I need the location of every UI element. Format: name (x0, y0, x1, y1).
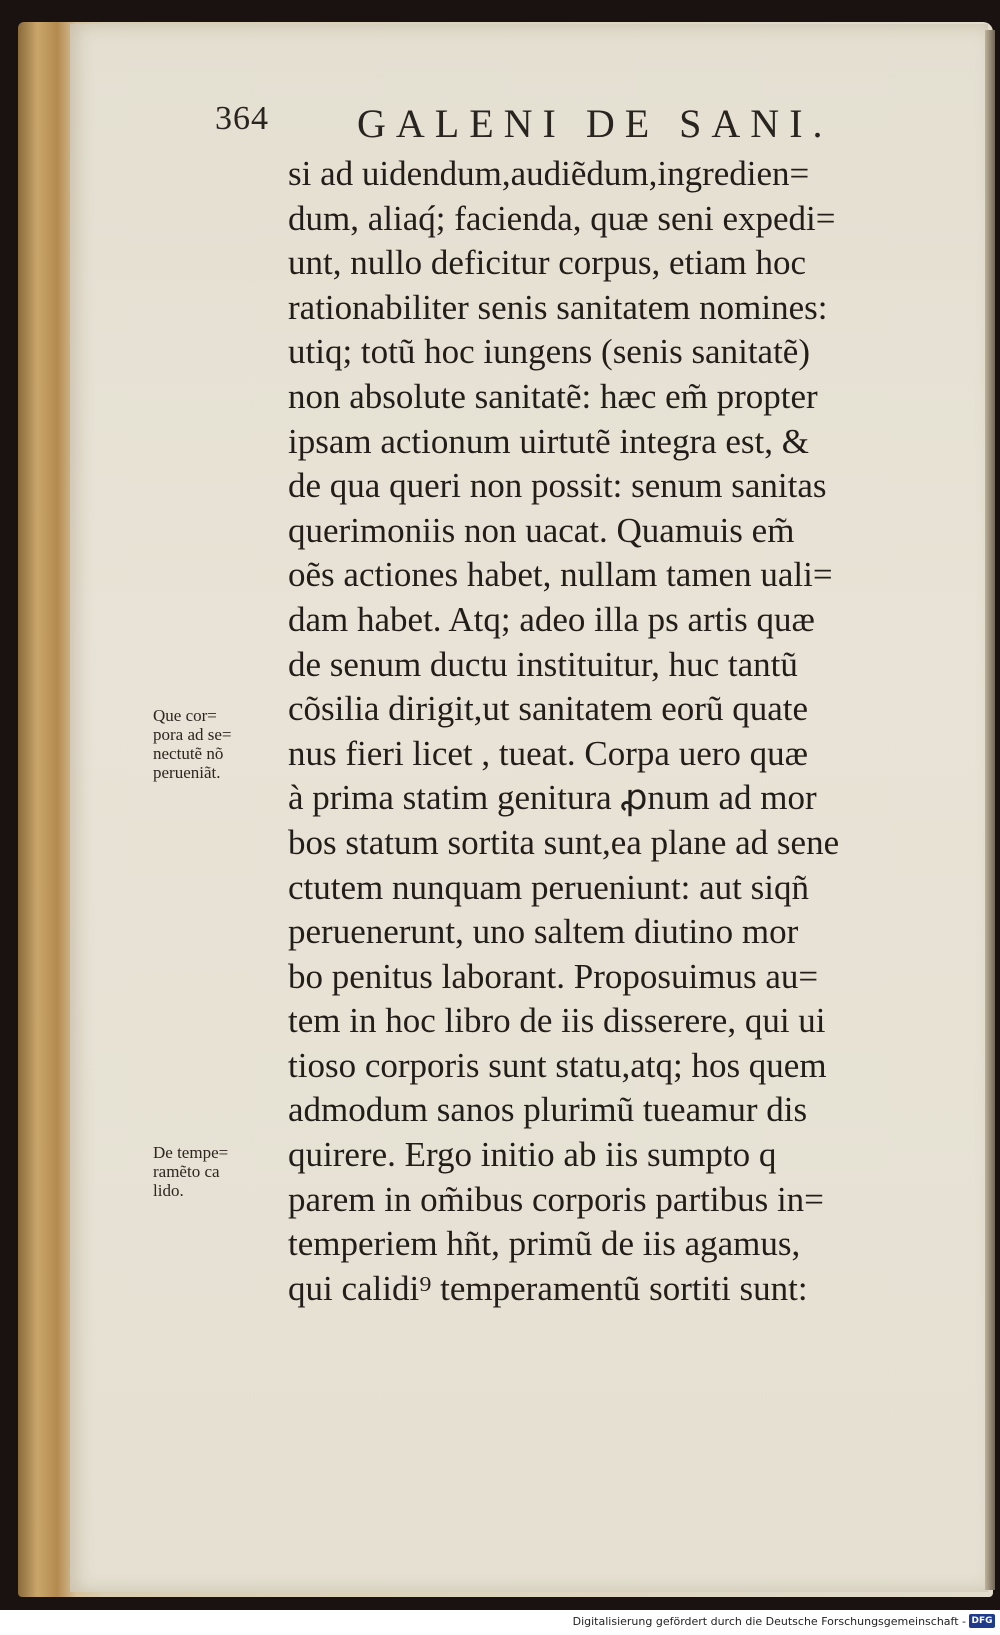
text-line: oẽs actiones habet, nullam tamen uali= (288, 555, 833, 595)
page-right-edge (985, 30, 995, 1590)
text-line: nus fieri licet , tueat. Corpa uero quæ (288, 733, 808, 773)
text-line: quirere. Ergo initio ab iis sumpto q (288, 1135, 777, 1175)
text-line: utiq; totũ hoc iungens (senis sanitatẽ) (288, 332, 810, 372)
text-line: querimoniis non uacat. Quamuis em̃ (288, 510, 795, 550)
text-line: tioso corporis sunt statu,atq; hos quem (288, 1045, 827, 1085)
note-line: perueniãt. (153, 763, 221, 782)
text-line: rationabiliter senis sanitatem nomines: (288, 287, 828, 327)
text-line: si ad uidendum,audiẽdum,ingredien= (288, 154, 810, 193)
text-line: dam habet. Atq; adeo illa ps artis quæ (288, 599, 815, 639)
funding-credit: Digitalisierung gefördert durch die Deutsche Forschungsgemeinschaft - (572, 1615, 966, 1628)
text-line: ipsam actionum uirtutẽ integra est, & (288, 421, 809, 461)
page-number: 364 (215, 100, 269, 137)
running-head: GALENI DE SANI. (357, 101, 833, 146)
text-line: parem in om̃ibus corporis partibus in= (288, 1179, 824, 1219)
note-line: pora ad se= (153, 725, 232, 744)
text-line: dum, aliaq́; facienda, quæ seni expedi= (288, 198, 836, 238)
text-line: tem in hoc libro de iis disserere, qui ui (288, 1001, 826, 1041)
text-line: de qua queri non possit: senum sanitas (288, 466, 827, 506)
footer-bar (0, 1610, 1000, 1635)
note-line: lido. (153, 1181, 184, 1200)
text-line: non absolute sanitatẽ: hæc em̃ propter (288, 376, 818, 416)
main-text-block (288, 152, 938, 1311)
note-line: De tempe= (153, 1143, 229, 1162)
text-line: à prima statim genitura ꝓnum ad mor (288, 778, 817, 818)
note-line: ramẽto ca (153, 1162, 220, 1181)
note-line: Que cor= (153, 706, 217, 725)
text-line: peruenerunt, uno saltem diutino mor (288, 912, 799, 952)
text-line: temperiem hñt, primũ de iis agamus, (288, 1224, 801, 1264)
text-line: admodum sanos plurimũ tueamur dis (288, 1090, 808, 1130)
marginal-note (153, 706, 232, 782)
text-line: qui calidi⁹ temperamentũ sortiti sunt: (288, 1268, 808, 1308)
text-line: unt, nullo deficitur corpus, etiam hoc (288, 243, 807, 283)
dfg-logo: DFG (969, 1614, 995, 1628)
text-line: ctutem nunquam perueniunt: aut siqñ (288, 867, 810, 907)
page-header (215, 100, 915, 150)
text-line: bos statum sortita sunt,ea plane ad sene (288, 822, 840, 862)
note-line: nectutẽ nõ (153, 744, 224, 763)
text-line: cõsilia dirigit,ut sanitatem eorũ quate (288, 689, 808, 729)
text-line: de senum ductu instituitur, huc tantũ (288, 644, 798, 684)
marginal-note (153, 1143, 228, 1200)
text-line: bo penitus laborant. Proposuimus au= (288, 956, 819, 996)
